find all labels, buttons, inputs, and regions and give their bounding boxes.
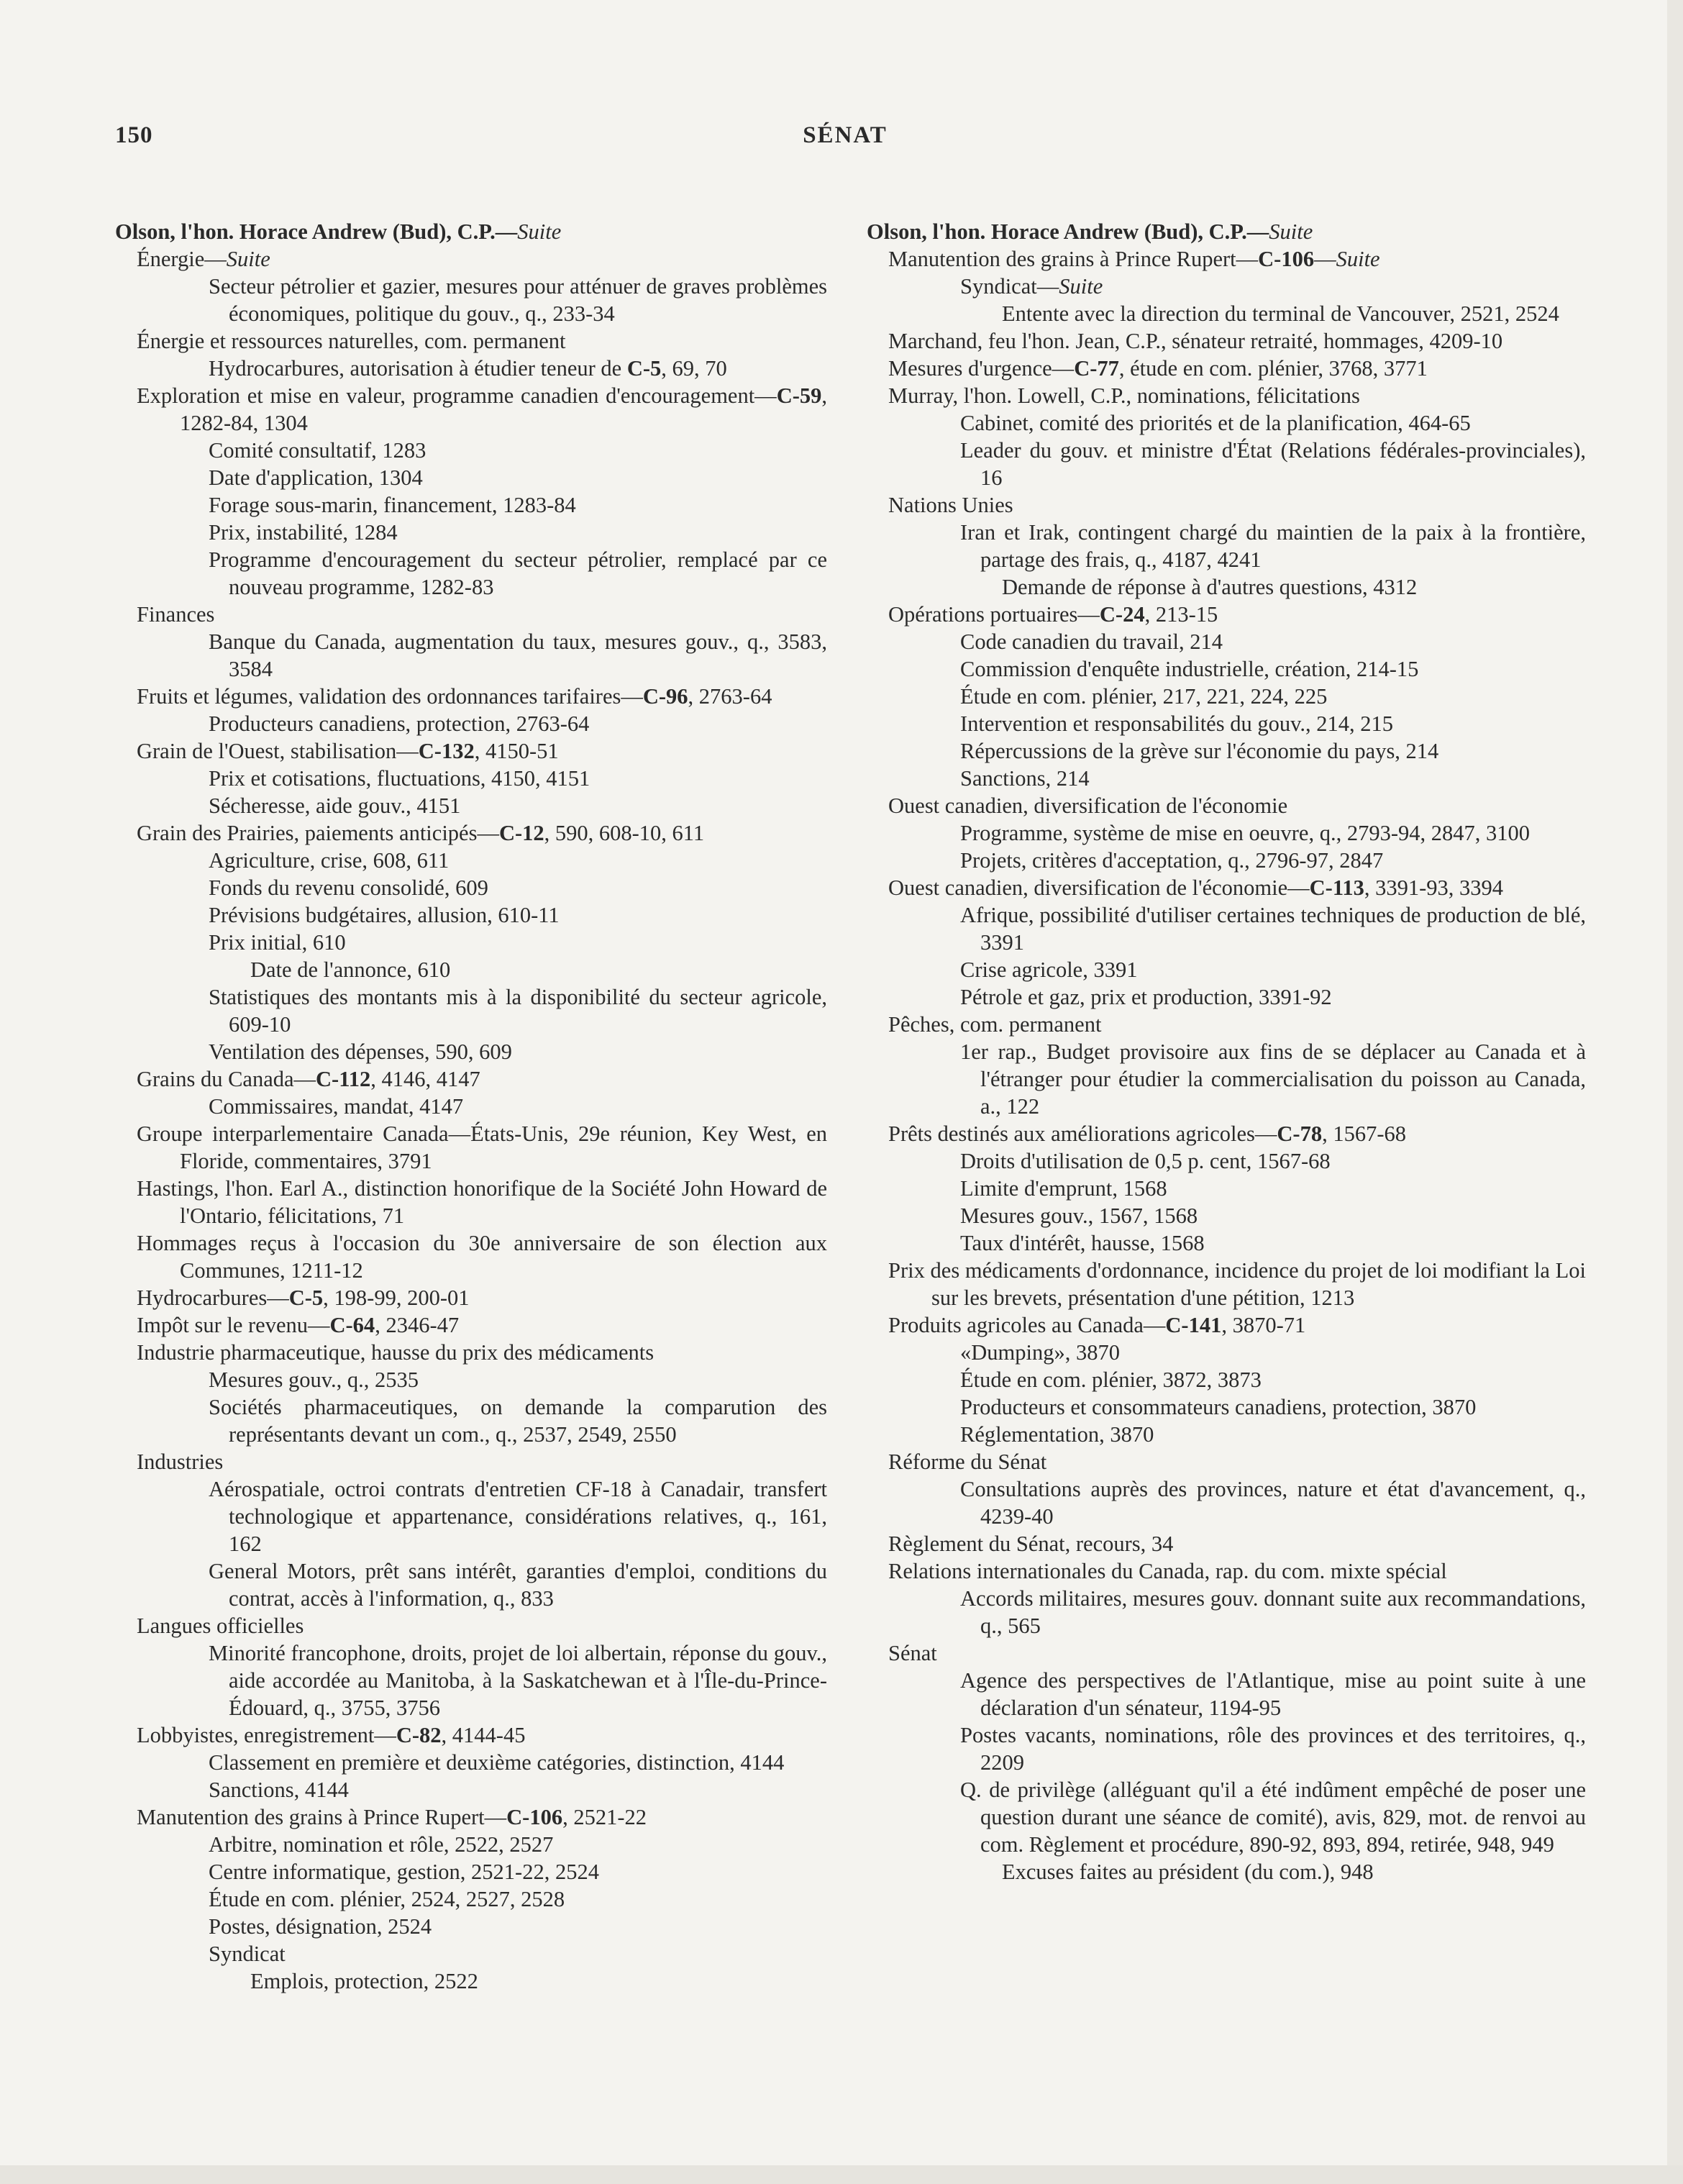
bill-number: C-132 (418, 739, 475, 763)
entry-text: Ouest canadien, diversification de l'économie (888, 793, 1288, 818)
bill-number: C-5 (288, 1286, 324, 1310)
index-entry (867, 273, 1586, 300)
index-entry (115, 1339, 827, 1366)
index-entry (115, 327, 827, 355)
bill-number: C-112 (316, 1067, 371, 1091)
page-references: , 1282-84, 1304 (180, 383, 827, 435)
entry-text: Industries (137, 1450, 224, 1474)
index-entry (867, 1311, 1586, 1339)
index-entry (867, 710, 1586, 737)
index-entry (115, 546, 827, 601)
entry-text: Aérospatiale, octroi contrats d'entretien CF-18 à Canadair, transfert technologique et appartenance, considérations relatives, q., 161, 162 (209, 1477, 827, 1556)
index-entry (115, 1366, 827, 1393)
entry-text: Accords militaires, mesures gouv. donnant suite aux recommandations, q., 565 (960, 1586, 1586, 1638)
entry-text: Manutention des grains à Prince Rupert— (137, 1805, 507, 1829)
index-entry (115, 1448, 827, 1475)
index-entry (867, 983, 1586, 1011)
index-entry (867, 1147, 1586, 1175)
bill-number: C-113 (1309, 875, 1364, 900)
index-entry (867, 1667, 1586, 1721)
index-heading (867, 218, 1586, 245)
index-entry (867, 1585, 1586, 1639)
page-references: , étude en com. plénier, 3768, 3771 (1118, 356, 1428, 381)
continuation-label: Suite (1269, 219, 1313, 244)
index-entry (115, 273, 827, 327)
entry-text: Énergie et ressources naturelles, com. permanent (137, 329, 566, 353)
page-references: , 213-15 (1144, 602, 1218, 627)
bill-number: C-82 (396, 1723, 442, 1747)
index-entry (867, 765, 1586, 792)
page-edge-shadow (1667, 0, 1683, 2184)
index-entry (115, 1803, 827, 1831)
entry-text: Marchand, feu l'hon. Jean, C.P., sénateur retraité, hommages, 4209-10 (888, 329, 1503, 353)
index-entry (867, 1776, 1586, 1858)
index-entry (115, 847, 827, 874)
index-entry (867, 655, 1586, 683)
entry-text: Date d'application, 1304 (209, 465, 423, 490)
entry-text: Minorité francophone, droits, projet de loi albertain, réponse du gouv., aide accordée au Manitoba, à la Saskatchewan et à l'Île-du-Prince-Édouard, q., 3755, 3756 (209, 1641, 827, 1720)
entry-text: Droits d'utilisation de 0,5 p. cent, 1567-68 (960, 1149, 1331, 1173)
index-entry (867, 901, 1586, 956)
index-entry (115, 1065, 827, 1093)
index-entry (867, 491, 1586, 519)
continuation-label: Suite (1336, 247, 1380, 271)
entry-text: Postes vacants, nominations, rôle des provinces et des territoires, q., 2209 (960, 1723, 1586, 1775)
index-entry (115, 874, 827, 901)
entry-text: Iran et Irak, contingent chargé du maintien de la paix à la frontière, partage des frais, q., 4187, 4241 (960, 520, 1586, 572)
entry-text: Prévisions budgétaires, allusion, 610-11 (209, 903, 560, 927)
entry-text: Entente avec la direction du terminal de Vancouver, 2521, 2524 (1002, 301, 1559, 326)
entry-text: Répercussions de la grève sur l'économie du pays, 214 (960, 739, 1439, 763)
entry-text: 1er rap., Budget provisoire aux fins de se déplacer au Canada et à l'étranger pour étudier la commercialisation du poisson au Canada, a., 122 (960, 1039, 1586, 1119)
index-entry (115, 1885, 827, 1913)
index-entry (867, 1475, 1586, 1530)
entry-text: Demande de réponse à d'autres questions, 4312 (1002, 575, 1418, 599)
entry-text: Nations Unies (888, 493, 1013, 517)
entry-text: Pétrole et gaz, prix et production, 3391-92 (960, 985, 1332, 1009)
entry-text: Étude en com. plénier, 3872, 3873 (960, 1368, 1262, 1392)
index-entry (867, 1639, 1586, 1667)
entry-text: Emplois, protection, 2522 (250, 1969, 478, 1993)
bill-number: C-106 (506, 1805, 563, 1829)
index-entry (867, 737, 1586, 765)
index-entry (115, 929, 827, 956)
entry-text: Projets, critères d'acceptation, q., 2796-97, 2847 (960, 848, 1384, 873)
index-entry (115, 683, 827, 710)
index-entry (867, 1011, 1586, 1038)
index-entry (867, 1530, 1586, 1557)
entry-text: Étude en com. plénier, 2524, 2527, 2528 (209, 1887, 565, 1911)
entry-text: Groupe interparlementaire Canada—États-Unis, 29e réunion, Key West, en Floride, commentaires, 3791 (137, 1121, 827, 1173)
entry-text: Prix initial, 610 (209, 930, 346, 955)
entry-text: Intervention et responsabilités du gouv., 214, 215 (960, 711, 1393, 736)
index-entry (115, 628, 827, 683)
index-entry (867, 573, 1586, 601)
index-entry (115, 983, 827, 1038)
index-heading (115, 218, 827, 245)
index-entry (867, 327, 1586, 355)
page-references: , 1567-68 (1322, 1121, 1407, 1146)
entry-text: Statistiques des montants mis à la disponibilité du secteur agricole, 609-10 (209, 985, 827, 1037)
index-entry (115, 1229, 827, 1284)
entry-text: Exploration et mise en valeur, programme canadien d'encouragement— (137, 383, 777, 408)
page-references: , 3870-71 (1221, 1313, 1306, 1337)
index-entry (867, 628, 1586, 655)
entry-text: Hydrocarbures— (137, 1286, 289, 1310)
index-entry (867, 874, 1586, 901)
index-entry (115, 382, 827, 437)
index-entry (867, 601, 1586, 628)
entry-text: Réforme du Sénat (888, 1450, 1047, 1474)
index-entry (867, 792, 1586, 819)
index-entry (115, 1940, 827, 1967)
page-header (115, 122, 1575, 158)
entry-text: Secteur pétrolier et gazier, mesures pour atténuer de graves problèmes économiques, politique du gouv., q., 233-34 (209, 274, 827, 326)
index-entry (115, 1311, 827, 1339)
index-column-right (867, 218, 1586, 1885)
bill-number: C-24 (1099, 602, 1145, 627)
index-entry (115, 792, 827, 819)
index-entry (115, 765, 827, 792)
page-number: 150 (115, 122, 153, 148)
entry-text: Étude en com. plénier, 217, 221, 224, 225 (960, 684, 1328, 709)
bill-number: C-59 (776, 383, 822, 408)
index-entry (867, 1175, 1586, 1202)
bill-number: C-141 (1165, 1313, 1222, 1337)
entry-text: Mesures gouv., 1567, 1568 (960, 1204, 1198, 1228)
bill-number: C-78 (1277, 1121, 1323, 1146)
entry-text: Centre informatique, gestion, 2521-22, 2524 (209, 1860, 599, 1884)
bill-number: C-12 (498, 821, 544, 845)
index-entry (115, 1038, 827, 1065)
index-entry (115, 437, 827, 464)
index-entry (115, 1612, 827, 1639)
index-entry (115, 710, 827, 737)
entry-text: Lobbyistes, enregistrement— (137, 1723, 396, 1747)
entry-text: Grain des Prairies, paiements anticipés— (137, 821, 499, 845)
index-entry (115, 1093, 827, 1120)
entry-text: Sociétés pharmaceutiques, on demande la comparution des représentants devant un com., q., 2537, 2549, 2550 (209, 1395, 827, 1447)
index-entry (115, 737, 827, 765)
entry-text: Programme, système de mise en oeuvre, q., 2793-94, 2847, 3100 (960, 821, 1531, 845)
entry-text: Fruits et légumes, validation des ordonnances tarifaires— (137, 684, 643, 709)
index-entry (867, 1120, 1586, 1147)
entry-text: Date de l'annonce, 610 (250, 957, 451, 982)
index-entry (115, 901, 827, 929)
entry-text: «Dumping», 3870 (960, 1340, 1120, 1365)
continuation-label: Suite (226, 247, 270, 271)
index-entry (115, 1175, 827, 1229)
entry-text: Fonds du revenu consolidé, 609 (209, 875, 488, 900)
page-references: , 4150-51 (474, 739, 559, 763)
entry-text: Pêches, com. permanent (888, 1012, 1102, 1037)
entry-text: Finances (137, 602, 215, 627)
entry-text: Grains du Canada— (137, 1067, 316, 1091)
entry-text: Classement en première et deuxième catégories, distinction, 4144 (209, 1750, 785, 1775)
entry-text: Énergie— (137, 247, 227, 271)
index-entry (867, 519, 1586, 573)
page-references: , 3391-93, 3394 (1364, 875, 1504, 900)
entry-text: Relations internationales du Canada, rap. du com. mixte spécial (888, 1559, 1447, 1583)
entry-text: Producteurs et consommateurs canadiens, protection, 3870 (960, 1395, 1477, 1419)
entry-text: Murray, l'hon. Lowell, C.P., nominations, félicitations (888, 383, 1360, 408)
entry-text: Sanctions, 4144 (209, 1778, 349, 1802)
index-entry (115, 1858, 827, 1885)
running-title: SÉNAT (803, 122, 888, 148)
entry-text: Banque du Canada, augmentation du taux, mesures gouv., q., 3583, 3584 (209, 629, 827, 681)
entry-text: Règlement du Sénat, recours, 34 (888, 1532, 1174, 1556)
index-entry (867, 355, 1586, 382)
entry-text: Cabinet, comité des priorités et de la planification, 464-65 (960, 411, 1471, 435)
index-entry (867, 1421, 1586, 1448)
entry-text: Ouest canadien, diversification de l'économie— (888, 875, 1310, 900)
entry-text: Hastings, l'hon. Earl A., distinction honorifique de la Société John Howard de l'Ontario, félicitations, 71 (137, 1176, 827, 1228)
index-column-left (115, 218, 827, 1995)
index-entry (115, 819, 827, 847)
entry-text: Arbitre, nomination et rôle, 2522, 2527 (209, 1832, 554, 1857)
entry-text: Excuses faites au président (du com.), 948 (1002, 1860, 1374, 1884)
entry-text: Postes, désignation, 2524 (209, 1914, 432, 1939)
entry-text: Commission d'enquête industrielle, création, 214-15 (960, 657, 1419, 681)
index-entry (867, 1557, 1586, 1585)
entry-text: Syndicat (209, 1942, 286, 1966)
entry-text: Prix des médicaments d'ordonnance, incidence du projet de loi modifiant la Loi sur les brevets, présentation d'une pétition, 1213 (888, 1258, 1586, 1310)
entry-text: Commissaires, mandat, 4147 (209, 1094, 464, 1119)
entry-text: Code canadien du travail, 214 (960, 629, 1223, 654)
entry-text: Sénat (888, 1641, 937, 1665)
index-entry (867, 819, 1586, 847)
index-entry (867, 409, 1586, 437)
index-entry (867, 1721, 1586, 1776)
entry-text: Industrie pharmaceutique, hausse du prix des médicaments (137, 1340, 654, 1365)
index-entry (867, 1366, 1586, 1393)
index-entry (115, 1284, 827, 1311)
index-entry (115, 1393, 827, 1448)
entry-text: Impôt sur le revenu— (137, 1313, 330, 1337)
index-entry (115, 1749, 827, 1776)
entry-text: Taux d'intérêt, hausse, 1568 (960, 1231, 1205, 1255)
entry-text: Forage sous-marin, financement, 1283-84 (209, 493, 576, 517)
bill-number: C-106 (1258, 247, 1315, 271)
scan-bottom-edge (0, 2165, 1683, 2184)
entry-text: Olson, l'hon. Horace Andrew (Bud), C.P.— (115, 219, 518, 244)
index-entry (115, 491, 827, 519)
index-entry (115, 245, 827, 273)
continuation-label: Suite (1059, 274, 1103, 299)
entry-text: Hommages reçus à l'occasion du 30e anniversaire de son élection aux Communes, 1211-12 (137, 1231, 827, 1283)
entry-text: Comité consultatif, 1283 (209, 438, 427, 463)
index-entry (867, 1257, 1586, 1311)
index-entry (867, 1202, 1586, 1229)
index-entry (115, 1721, 827, 1749)
index-entry (867, 1229, 1586, 1257)
index-entry (115, 1776, 827, 1803)
bill-number: C-96 (642, 684, 688, 709)
index-entry (867, 382, 1586, 409)
entry-text: Leader du gouv. et ministre d'État (Relations fédérales-provinciales), 16 (960, 438, 1586, 490)
entry-text: Mesures d'urgence— (888, 356, 1075, 381)
index-entry (115, 601, 827, 628)
index-entry (115, 1639, 827, 1721)
entry-text: Prix, instabilité, 1284 (209, 520, 398, 545)
page-references: , 4144-45 (441, 1723, 526, 1747)
entry-text: Limite d'emprunt, 1568 (960, 1176, 1167, 1201)
entry-text: Agriculture, crise, 608, 611 (209, 848, 450, 873)
entry-text: Prix et cotisations, fluctuations, 4150, 4151 (209, 766, 590, 791)
index-entry (115, 1475, 827, 1557)
page-references: , 2346-47 (375, 1313, 460, 1337)
index-entry (867, 245, 1586, 273)
page-references: , 2521-22 (562, 1805, 647, 1829)
page-references: , 198-99, 200-01 (323, 1286, 470, 1310)
entry-text: Ventilation des dépenses, 590, 609 (209, 1039, 512, 1064)
page-references: , 2763-64 (688, 684, 772, 709)
entry-text: Hydrocarbures, autorisation à étudier teneur de (209, 356, 627, 381)
page-references: , 69, 70 (661, 356, 727, 381)
entry-text: Prêts destinés aux améliorations agricoles— (888, 1121, 1277, 1146)
entry-text: General Motors, prêt sans intérêt, garanties d'emploi, conditions du contrat, accès à l'information, q., 833 (209, 1559, 827, 1611)
bill-number: C-77 (1074, 356, 1119, 381)
index-entry (867, 1448, 1586, 1475)
index-entry (867, 1038, 1586, 1120)
entry-text: Olson, l'hon. Horace Andrew (Bud), C.P.— (867, 219, 1269, 244)
entry-text: Q. de privilège (alléguant qu'il a été indûment empêché de poser une question durant une séance de comité), avis, 829, mot. de renvoi au com. Règlement et procédure, 890-92, 893, 894, retirée, 948, 949 (960, 1778, 1586, 1857)
entry-text: Sanctions, 214 (960, 766, 1090, 791)
index-entry (115, 1557, 827, 1612)
entry-text: Produits agricoles au Canada— (888, 1313, 1166, 1337)
entry-text: Sécheresse, aide gouv., 4151 (209, 793, 461, 818)
entry-text: Syndicat— (960, 274, 1059, 299)
index-entry (867, 1339, 1586, 1366)
entry-text: Manutention des grains à Prince Rupert— (888, 247, 1259, 271)
entry-text: Langues officielles (137, 1614, 304, 1638)
index-entry (115, 355, 827, 382)
index-entry (867, 1393, 1586, 1421)
entry-text: Mesures gouv., q., 2535 (209, 1368, 419, 1392)
index-entry (115, 956, 827, 983)
entry-text: Agence des perspectives de l'Atlantique, mise au point suite à une déclaration d'un sénateur, 1194-95 (960, 1668, 1586, 1720)
index-entry (867, 300, 1586, 327)
index-entry (115, 464, 827, 491)
index-entry (867, 847, 1586, 874)
entry-text: Producteurs canadiens, protection, 2763-64 (209, 711, 590, 736)
entry-text: Réglementation, 3870 (960, 1422, 1154, 1447)
index-entry (115, 1967, 827, 1995)
entry-text: Crise agricole, 3391 (960, 957, 1138, 982)
page-references: — (1314, 247, 1336, 271)
index-entry (867, 1858, 1586, 1885)
entry-text: Programme d'encouragement du secteur pétrolier, remplacé par ce nouveau programme, 1282-83 (209, 547, 827, 599)
entry-text: Consultations auprès des provinces, nature et état d'avancement, q., 4239-40 (960, 1477, 1586, 1529)
entry-text: Grain de l'Ouest, stabilisation— (137, 739, 419, 763)
index-entry (115, 1120, 827, 1175)
entry-text: Opérations portuaires— (888, 602, 1100, 627)
entry-text: Afrique, possibilité d'utiliser certaines techniques de production de blé, 3391 (960, 903, 1586, 955)
index-entry (115, 519, 827, 546)
page-references: , 590, 608-10, 611 (544, 821, 705, 845)
index-entry (867, 683, 1586, 710)
index-entry (867, 437, 1586, 491)
continuation-label: Suite (517, 219, 562, 244)
index-entry (867, 956, 1586, 983)
page-references: , 4146, 4147 (370, 1067, 480, 1091)
index-entry (115, 1913, 827, 1940)
bill-number: C-64 (329, 1313, 375, 1337)
index-entry (115, 1831, 827, 1858)
bill-number: C-5 (626, 356, 662, 381)
